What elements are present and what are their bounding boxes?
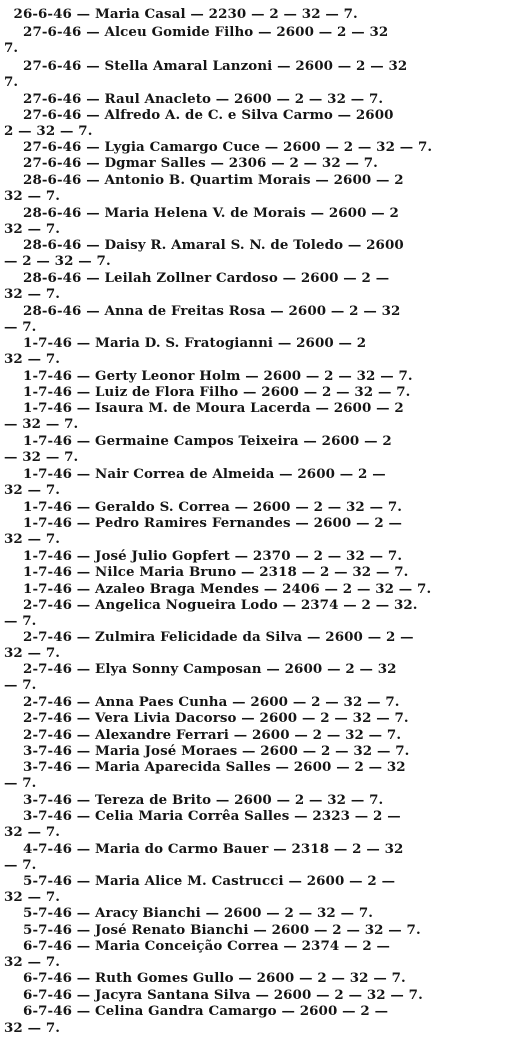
- text-line: 4-7-46 — Maria do Carmo Bauer — 2318 — 2 — 32: [4, 841, 404, 857]
- text-line: 2-7-46 — Anna Paes Cunha — 2600 — 2 — 32 — 7.: [4, 694, 400, 710]
- text-line: 1-7-46 — José Julio Gopfert — 2370 — 2 — 32 — 7.: [4, 548, 403, 564]
- text-line: — 32 — 7.: [4, 416, 79, 432]
- text-line: — 2 — 32 — 7.: [4, 253, 111, 269]
- text-line: 32 — 7.: [4, 954, 61, 970]
- text-line: 32 — 7.: [4, 351, 61, 367]
- text-line: 32 — 7.: [4, 645, 61, 661]
- text-line: 1-7-46 — Nilce Maria Bruno — 2318 — 2 — 32 — 7.: [4, 564, 409, 580]
- text-line: 1-7-46 — Gerty Leonor Holm — 2600 — 2 — 32 — 7.: [4, 368, 413, 384]
- text-line: 5-7-46 — José Renato Bianchi — 2600 — 2 — 32 — 7.: [4, 922, 421, 938]
- text-line: 28-6-46 — Antonio B. Quartim Morais — 2600 — 2: [4, 172, 404, 188]
- text-line: 28-6-46 — Daisy R. Amaral S. N. de Toledo — 2600: [4, 237, 404, 253]
- text-line: 1-7-46 — Maria D. S. Fratogianni — 2600 — 2: [4, 335, 367, 351]
- text-line: — 7.: [4, 319, 37, 335]
- text-line: 1-7-46 — Nair Correa de Almeida — 2600 — 2 —: [4, 466, 386, 482]
- text-line: 27-6-46 — Alceu Gomide Filho — 2600 — 2 — 32: [4, 24, 389, 40]
- text-line: 2-7-46 — Alexandre Ferrari — 2600 — 2 — 32 — 7.: [4, 727, 402, 743]
- text-line: 27-6-46 — Stella Amaral Lanzoni — 2600 — 2 — 32: [4, 58, 408, 74]
- text-line: 28-6-46 — Maria Helena V. de Morais — 2600 — 2: [4, 205, 399, 221]
- text-line: 6-7-46 — Celina Gandra Camargo — 2600 — 2 —: [4, 1003, 389, 1019]
- text-line: 2-7-46 — Angelica Nogueira Lodo — 2374 — 2 — 32.: [4, 597, 418, 613]
- text-line: 1-7-46 — Germaine Campos Teixeira — 2600 — 2: [4, 433, 392, 449]
- text-line: 32 — 7.: [4, 531, 61, 547]
- text-line: 6-7-46 — Maria Conceição Correa — 2374 — 2 —: [4, 938, 390, 954]
- text-line: 2-7-46 — Vera Livia Dacorso — 2600 — 2 — 32 — 7.: [4, 710, 409, 726]
- text-line: 32 — 7.: [4, 889, 61, 905]
- text-line: 27-6-46 — Lygia Camargo Cuce — 2600 — 2 — 32 — 7.: [4, 139, 433, 155]
- text-line: 3-7-46 — Celia Maria Corrêa Salles — 2323 — 2 —: [4, 808, 401, 824]
- text-line: 5-7-46 — Maria Alice M. Castrucci — 2600 — 2 —: [4, 873, 396, 889]
- text-line: — 7.: [4, 613, 37, 629]
- text-line: 7.: [4, 40, 19, 56]
- text-line: 2-7-46 — Elya Sonny Camposan — 2600 — 2 — 32: [4, 661, 397, 677]
- text-line: 6-7-46 — Jacyra Santana Silva — 2600 — 2 — 32 — 7.: [4, 987, 423, 1003]
- text-line: 5-7-46 — Aracy Bianchi — 2600 — 2 — 32 — 7.: [4, 905, 374, 921]
- text-line: 3-7-46 — Tereza de Brito — 2600 — 2 — 32 — 7.: [4, 792, 384, 808]
- text-line: 1-7-46 — Luiz de Flora Filho — 2600 — 2 — 32 — 7.: [4, 384, 411, 400]
- text-line: 32 — 7.: [4, 286, 61, 302]
- text-line: 1-7-46 — Isaura M. de Moura Lacerda — 2600 — 2: [4, 400, 404, 416]
- text-line: — 7.: [4, 677, 37, 693]
- text-line: 32 — 7.: [4, 188, 61, 204]
- text-line: 6-7-46 — Ruth Gomes Gullo — 2600 — 2 — 32 — 7.: [4, 970, 406, 986]
- text-line: 1-7-46 — Azaleo Braga Mendes — 2406 — 2 — 32 — 7.: [4, 581, 432, 597]
- text-line: 27-6-46 — Raul Anacleto — 2600 — 2 — 32 — 7.: [4, 91, 384, 107]
- text-line: 32 — 7.: [4, 1020, 61, 1036]
- text-line: 27-6-46 — Dgmar Salles — 2306 — 2 — 32 — 7.: [4, 155, 378, 171]
- text-line: 28-6-46 — Leilah Zollner Cardoso — 2600 — 2 —: [4, 270, 390, 286]
- text-line: 32 — 7.: [4, 482, 61, 498]
- text-line: 3-7-46 — Maria Aparecida Salles — 2600 — 2 — 32: [4, 759, 406, 775]
- text-line: 26-6-46 — Maria Casal — 2230 — 2 — 32 — 7.: [4, 6, 358, 22]
- text-line: 2 — 32 — 7.: [4, 123, 93, 139]
- text-line: 27-6-46 — Alfredo A. de C. e Silva Carmo — 2600: [4, 107, 394, 123]
- text-line: — 32 — 7.: [4, 449, 79, 465]
- text-line: 32 — 7.: [4, 221, 61, 237]
- text-line: 2-7-46 — Zulmira Felicidade da Silva — 2600 — 2 —: [4, 629, 414, 645]
- text-line: 28-6-46 — Anna de Freitas Rosa — 2600 — 2 — 32: [4, 303, 401, 319]
- text-line: 3-7-46 — Maria José Moraes — 2600 — 2 — 32 — 7.: [4, 743, 410, 759]
- text-line: 1-7-46 — Geraldo S. Correa — 2600 — 2 — 32 — 7.: [4, 499, 403, 515]
- text-line: 1-7-46 — Pedro Ramires Fernandes — 2600 — 2 —: [4, 515, 403, 531]
- text-line: — 7.: [4, 857, 37, 873]
- text-line: 32 — 7.: [4, 824, 61, 840]
- text-line: 7.: [4, 74, 19, 90]
- text-line: — 7.: [4, 775, 37, 791]
